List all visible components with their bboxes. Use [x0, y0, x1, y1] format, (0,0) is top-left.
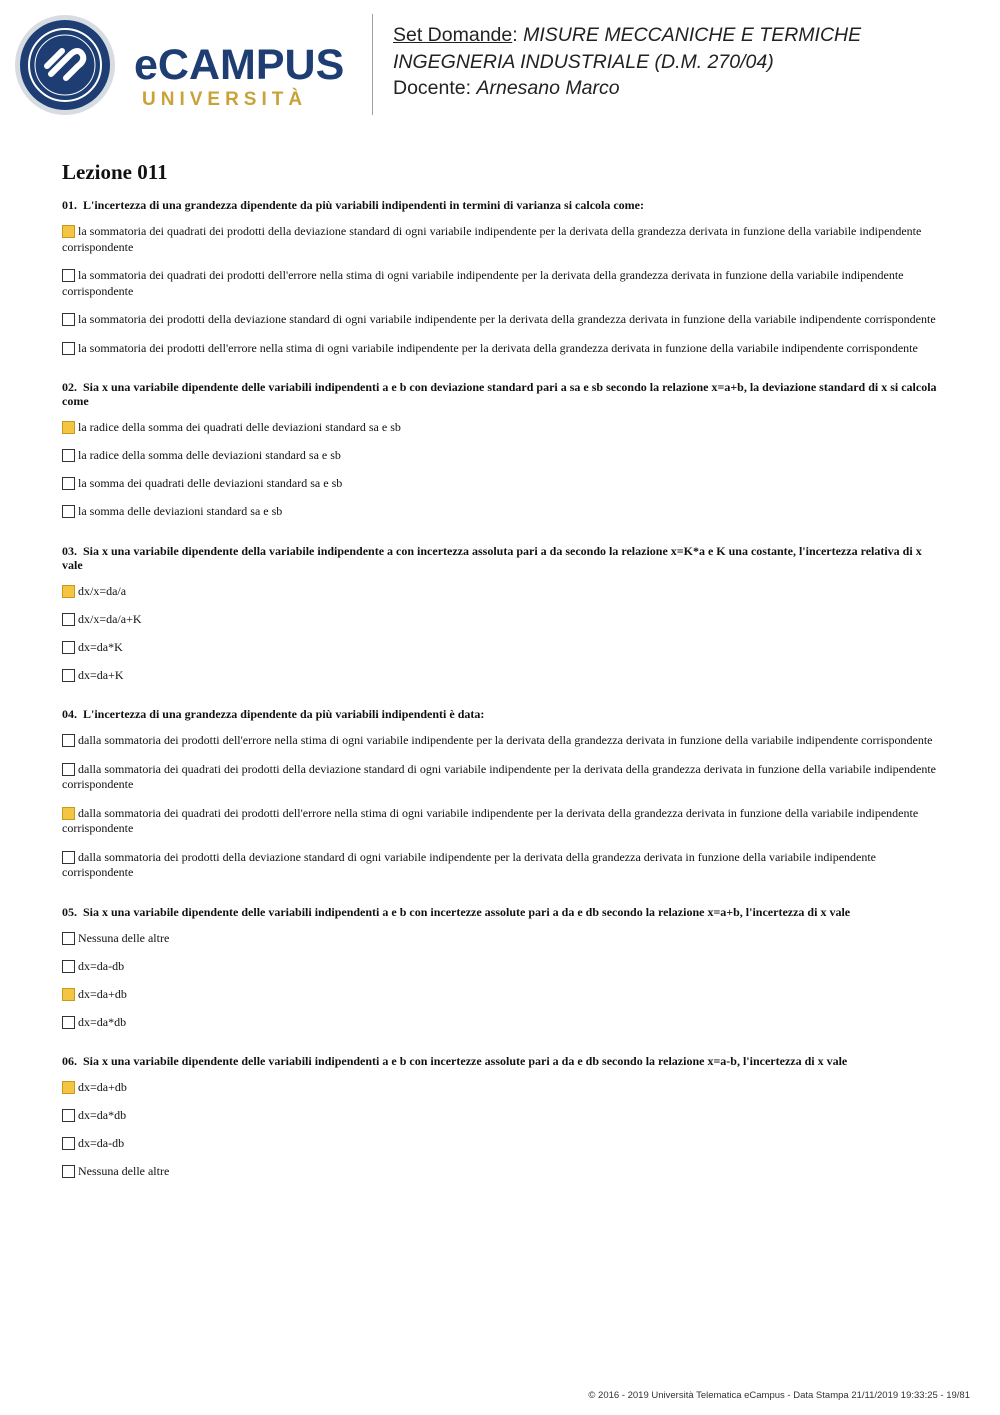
checkbox-icon[interactable] [62, 1165, 75, 1178]
answer-option[interactable] [62, 1164, 942, 1180]
question-4 [62, 707, 942, 881]
question-number: 06. [62, 1054, 77, 1068]
set-title: MISURE MECCANICHE E TERMICHE [523, 24, 862, 46]
checked-checkbox-icon[interactable] [62, 421, 75, 434]
answer-option-label: la radice della somma dei quadrati delle deviazioni standard sa e sb [78, 420, 401, 434]
question-number: 03. [62, 543, 77, 558]
checkbox-icon[interactable] [62, 851, 75, 864]
question-number: 04. [62, 707, 77, 721]
question-label: Sia x una variabile dipendente della variabile indipendente a con incertezza assoluta pari a da secondo la relazione x=K*a e K una costante, l'incertezza relativa di x vale [62, 543, 922, 572]
answer-option-label: la radice della somma delle deviazioni standard sa e sb [78, 448, 341, 462]
brand-subtitle: UNIVERSITÀ [142, 89, 308, 110]
checked-checkbox-icon[interactable] [62, 1081, 75, 1094]
answer-option[interactable] [62, 224, 942, 255]
answer-option-label: dx=da*K [78, 639, 123, 654]
answer-option-label: dx=da*db [78, 1108, 127, 1122]
answer-option[interactable] [62, 268, 942, 299]
checkbox-icon[interactable] [62, 613, 75, 626]
answer-option-label: dx/x=da/a [78, 583, 127, 598]
checkbox-icon[interactable] [62, 763, 75, 776]
answer-option-label: dx=da+K [78, 667, 124, 682]
answer-option[interactable] [62, 850, 942, 881]
answer-option-label: dx=da-db [78, 958, 125, 973]
answer-option[interactable] [62, 448, 942, 464]
answer-option-label: dx=da+db [78, 986, 127, 1001]
answer-option-label: dx=da+db [78, 1080, 127, 1094]
answer-option[interactable] [62, 341, 942, 357]
university-seal-icon [14, 14, 116, 116]
questions-list [62, 198, 942, 1204]
header-divider [372, 14, 373, 115]
brand-name: eCAMPUS [134, 41, 345, 89]
answer-option[interactable] [62, 806, 942, 837]
question-label: Sia x una variabile dipendente delle variabili indipendenti a e b con deviazione standard pari a sa e sb secondo la relazione x=a+b, la deviazione standard di x si calcola come [62, 380, 937, 408]
checked-checkbox-icon[interactable] [62, 585, 75, 598]
question-text [62, 707, 942, 721]
answer-option-label: la somma dei quadrati delle deviazioni standard sa e sb [78, 476, 343, 490]
answer-option[interactable] [62, 312, 942, 328]
question-number: 02. [62, 380, 77, 394]
question-label: L'incertezza di una grandezza dipendente da più variabili indipendenti in termini di varianza si calcola come: [83, 198, 644, 212]
checkbox-icon[interactable] [62, 960, 75, 973]
question-5 [62, 905, 942, 1031]
question-3 [62, 544, 942, 684]
teacher-line [393, 75, 953, 102]
checkbox-icon[interactable] [62, 1137, 75, 1150]
answer-option[interactable] [62, 1015, 942, 1031]
checkbox-icon[interactable] [62, 669, 75, 682]
lesson-title: Lezione 011 [62, 160, 168, 184]
checkbox-icon[interactable] [62, 932, 75, 945]
answer-option[interactable] [62, 733, 942, 749]
answer-option[interactable] [62, 612, 942, 628]
answer-option[interactable] [62, 762, 942, 793]
answer-option[interactable] [62, 504, 942, 520]
answer-option-label: la sommatoria dei quadrati dei prodotti dell'errore nella stima di ogni variabile indipendente per la derivata della grandezza derivata in funzione della variabile indipendente corrispondente [62, 268, 904, 298]
set-title-line1: Set Domande: MISURE MECCANICHE E TERMICHE [393, 24, 862, 46]
answer-option-label: Nessuna delle altre [78, 930, 170, 945]
university-logo [14, 14, 359, 116]
checkbox-icon[interactable] [62, 1109, 75, 1122]
question-number: 01. [62, 198, 77, 212]
answer-option[interactable] [62, 931, 942, 947]
question-text [62, 905, 942, 919]
answer-option[interactable] [62, 1108, 942, 1124]
answer-option-label: dx/x=da/a+K [78, 611, 142, 626]
answer-option[interactable] [62, 420, 942, 436]
checkbox-icon[interactable] [62, 342, 75, 355]
teacher-name: Arnesano Marco [476, 77, 620, 99]
header-info [393, 22, 953, 102]
answer-option-label: la sommatoria dei prodotti della deviazione standard di ogni variabile indipendente per la derivata della grandezza derivata in funzione della variabile indipendente corrispondente [78, 312, 936, 326]
answer-option-label: Nessuna delle altre [78, 1164, 170, 1178]
question-text [62, 544, 942, 572]
question-label: Sia x una variabile dipendente delle variabili indipendenti a e b con incertezze assolute pari a da e db secondo la relazione x=a-b, l'incertezza di x vale [83, 1054, 848, 1068]
question-text [62, 198, 942, 212]
checkbox-icon[interactable] [62, 313, 75, 326]
answer-option[interactable] [62, 1080, 942, 1096]
question-label: Sia x una variabile dipendente delle variabili indipendenti a e b con incertezze assolute pari a da e db secondo la relazione x=a+b, l'incertezza di x vale [83, 904, 851, 919]
answer-option-label: dalla sommatoria dei quadrati dei prodotti dell'errore nella stima di ogni variabile indipendente per la derivata della grandezza derivata in funzione della variabile indipendente corrispondente [62, 805, 919, 835]
question-2 [62, 380, 942, 520]
checked-checkbox-icon[interactable] [62, 807, 75, 820]
answer-option[interactable] [62, 668, 942, 684]
checkbox-icon[interactable] [62, 734, 75, 747]
checked-checkbox-icon[interactable] [62, 988, 75, 1001]
teacher-label: Docente: [393, 77, 472, 99]
question-text [62, 1054, 942, 1068]
question-number: 05. [62, 904, 77, 919]
answer-option-label: dalla sommatoria dei quadrati dei prodotti della deviazione standard di ogni variabile indipendente per la derivata della grandezza derivata in funzione della variabile indipendente corrispondente [62, 761, 936, 791]
checkbox-icon[interactable] [62, 641, 75, 654]
answer-option[interactable] [62, 1136, 942, 1152]
answer-option-label: dalla sommatoria dei prodotti della deviazione standard di ogni variabile indipendente per la derivata della grandezza derivata in funzione della variabile indipendente corrispondente [62, 849, 877, 879]
answer-option-label: la sommatoria dei quadrati dei prodotti della deviazione standard di ogni variabile indipendente per la derivata della grandezza derivata in funzione della variabile indipendente corrispondente [62, 224, 922, 254]
checkbox-icon[interactable] [62, 449, 75, 462]
checkbox-icon[interactable] [62, 477, 75, 490]
answer-option-label: dalla sommatoria dei prodotti dell'errore nella stima di ogni variabile indipendente per la derivata della grandezza derivata in funzione della variabile indipendente corrispondente [78, 733, 933, 747]
page-footer: © 2016 - 2019 Università Telematica eCampus - Data Stampa 21/11/2019 19:33:25 - 19/81 [588, 1390, 970, 1401]
answer-option[interactable] [62, 476, 942, 492]
answer-option-label: dx=da*db [78, 1014, 127, 1029]
answer-option[interactable] [62, 584, 942, 600]
answer-option[interactable] [62, 987, 942, 1003]
set-title-line2: INGEGNERIA INDUSTRIALE (D.M. 270/04) [393, 50, 774, 73]
answer-option[interactable] [62, 640, 942, 656]
question-1 [62, 198, 942, 356]
set-label: Set Domande [393, 24, 513, 46]
answer-option-label: la sommatoria dei prodotti dell'errore nella stima di ogni variabile indipendente per la derivata della grandezza derivata in funzione della variabile indipendente corrispondente [78, 340, 918, 355]
question-label: L'incertezza di una grandezza dipendente da più variabili indipendenti è data: [83, 707, 485, 721]
checkbox-icon[interactable] [62, 269, 75, 282]
answer-option[interactable] [62, 959, 942, 975]
checked-checkbox-icon[interactable] [62, 225, 75, 238]
answer-option-label: la somma delle deviazioni standard sa e sb [78, 504, 283, 518]
question-6 [62, 1054, 942, 1180]
answer-option-label: dx=da-db [78, 1136, 125, 1150]
checkbox-icon[interactable] [62, 505, 75, 518]
checkbox-icon[interactable] [62, 1016, 75, 1029]
question-text [62, 380, 942, 408]
